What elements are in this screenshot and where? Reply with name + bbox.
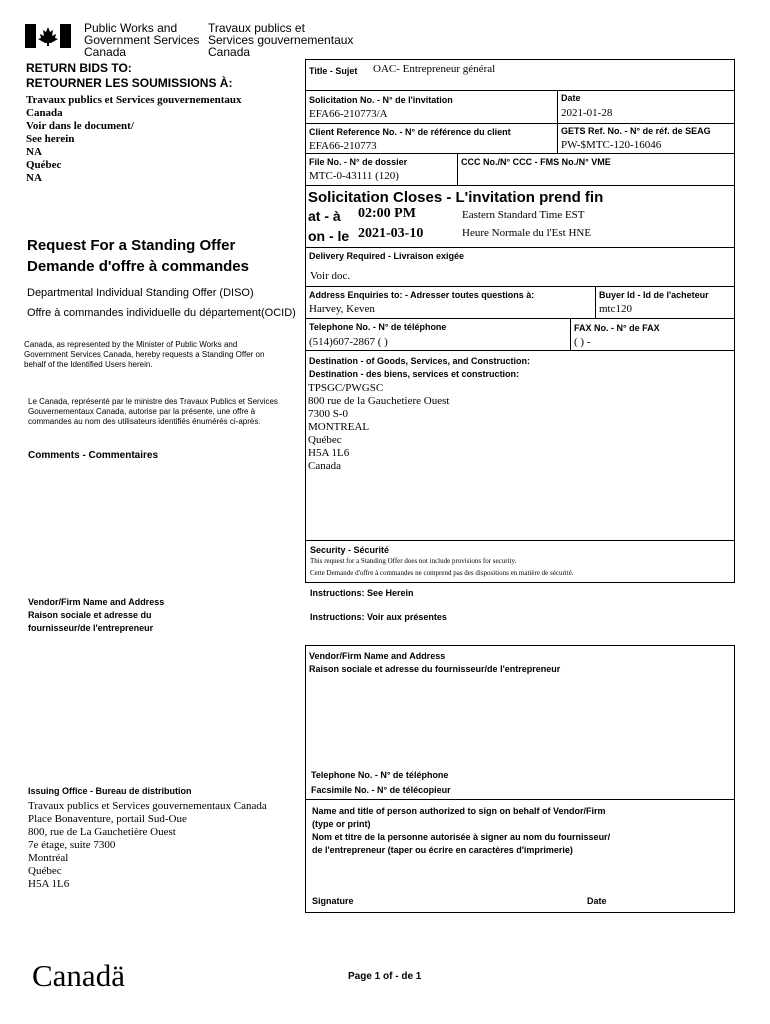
date-label: Date bbox=[561, 93, 581, 103]
address-enquiries-value: Harvey, Keven bbox=[309, 303, 375, 315]
request-subtitle: Departmental Individual Standing Offer (DISO) Offre à commandes individuelle du département(OCID) bbox=[27, 287, 296, 319]
date-value: 2021-01-28 bbox=[561, 107, 613, 119]
return-bids-address: Travaux publics et Services gouvernementaux Canada Voir dans le document/ See herein NA Québec NA bbox=[26, 94, 242, 184]
signer-label: Name and title of person authorized to sign on behalf of Vendor/Firm (type or print) Nom et titre de la personne autorisée à signer au nom du fournisseur/ de l'entrepreneur (taper ou écrire en caractères d'imprimerie) bbox=[312, 806, 611, 855]
comments-label: Comments - Commentaires bbox=[28, 450, 159, 461]
signature-date-label: Date bbox=[587, 896, 607, 906]
canada-wordmark: Canadä bbox=[32, 958, 125, 993]
ccc-no-label: CCC No./N° CCC - FMS No./N° VME bbox=[461, 157, 611, 167]
request-paragraph-en: Canada, as represented by the Minister of Public Works and Government Services Canada, hereby requests a Standing Offer on behalf of the Identified Users herein. bbox=[24, 340, 265, 369]
issuing-office-address: Travaux publics et Services gouvernementaux Canada Place Bonaventure, portail Sud-Oue 800, rue de La Gauchetière Ouest 7e étage, suite 7300 Montréal Québec H5A 1L6 bbox=[28, 800, 267, 890]
title-label: Title - Sujet bbox=[309, 66, 358, 76]
title-box bbox=[305, 59, 735, 91]
fax-label: FAX No. - N° de FAX bbox=[574, 323, 660, 333]
address-enquiries-label: Address Enquiries to: - Adresser toutes questions à: bbox=[309, 290, 535, 300]
fax-value: ( ) - bbox=[574, 336, 591, 348]
solicitation-value: EFA66-210773/A bbox=[309, 108, 388, 120]
instructions-fr: Instructions: Voir aux présentes bbox=[310, 612, 447, 622]
client-ref-value: EFA66-210773 bbox=[309, 140, 377, 152]
telephone-value: (514)607-2867 ( ) bbox=[309, 336, 388, 348]
vendor-left-label: Vendor/Firm Name and Address Raison sociale et adresse du fournisseur/de l'entrepreneur bbox=[28, 597, 165, 633]
file-no-value: MTC-0-43111 (120) bbox=[309, 170, 399, 182]
closes-time: 02:00 PM bbox=[358, 206, 416, 221]
client-ref-label: Client Reference No. - N° de référence du client bbox=[309, 127, 511, 137]
dept-name-fr: Travaux publics et Services gouvernementaux Canada bbox=[208, 21, 354, 59]
dept-name-en: Public Works and Government Services Canada bbox=[84, 21, 200, 59]
gets-ref-value: PW-$MTC-120-16046 bbox=[561, 139, 662, 151]
solicitation-label: Solicitation No. - N° de l'invitation bbox=[309, 95, 453, 105]
delivery-label: Delivery Required - Livraison exigée bbox=[309, 251, 465, 261]
closes-title: Solicitation Closes - L'invitation prend fin bbox=[308, 189, 604, 206]
buyer-label: Buyer Id - Id de l'acheteur bbox=[599, 290, 709, 300]
request-paragraph-fr: Le Canada, représenté par le ministre des Travaux Publics et Services Gouvernementaux Canada, autorise par la présente, une offre à commandes au nom des utilisateurs identifiés énumérés ci-après. bbox=[28, 397, 278, 426]
security-line-1: This request for a Standing Offer does not include provisions for security. bbox=[310, 557, 517, 565]
canada-flag-icon bbox=[25, 24, 71, 48]
instructions-en: Instructions: See Herein bbox=[310, 588, 414, 598]
return-bids-title: RETURN BIDS TO: RETOURNER LES SOUMISSIONS À: bbox=[26, 61, 233, 90]
closes-tz-en: Eastern Standard Time EST bbox=[462, 209, 585, 221]
request-title: Request For a Standing Offer Demande d'offre à commandes bbox=[27, 237, 249, 275]
vendor-box-label: Vendor/Firm Name and Address Raison sociale et adresse du fournisseur/de l'entrepreneur bbox=[309, 651, 561, 674]
security-label: Security - Sécurité bbox=[310, 545, 390, 555]
security-line-2: Cette Demande d'offre à commandes ne comprend pas des dispositions en matière de sécurité. bbox=[310, 569, 574, 577]
page-number: Page 1 of - de 1 bbox=[348, 971, 422, 982]
signature-label: Signature bbox=[312, 896, 354, 906]
issuing-office-label: Issuing Office - Bureau de distribution bbox=[28, 786, 192, 796]
title-value: OAC- Entrepreneur général bbox=[373, 63, 496, 75]
closes-date: 2021-03-10 bbox=[358, 226, 424, 241]
buyer-value: mtc120 bbox=[599, 303, 632, 315]
telephone-label: Telephone No. - N° de téléphone bbox=[309, 322, 447, 332]
destination-address: TPSGC/PWGSC 800 rue de la Gauchetiere Ouest 7300 S-0 MONTREAL Québec H5A 1L6 Canada bbox=[308, 382, 450, 472]
destination-label: Destination - of Goods, Services, and Construction: Destination - des biens, services et construction: bbox=[309, 356, 531, 379]
gets-ref-label: GETS Ref. No. - N° de réf. de SEAG bbox=[561, 126, 711, 136]
vendor-fax-label: Facsimile No. - N° de télécopieur bbox=[311, 785, 451, 795]
closes-at-label: at - à bbox=[308, 208, 341, 224]
vendor-phone-label: Telephone No. - N° de téléphone bbox=[311, 770, 449, 780]
closes-on-label: on - le bbox=[308, 228, 350, 244]
delivery-value: Voir doc. bbox=[310, 270, 351, 282]
file-no-label: File No. - N° de dossier bbox=[309, 157, 408, 167]
closes-tz-fr: Heure Normale du l'Est HNE bbox=[462, 227, 592, 239]
